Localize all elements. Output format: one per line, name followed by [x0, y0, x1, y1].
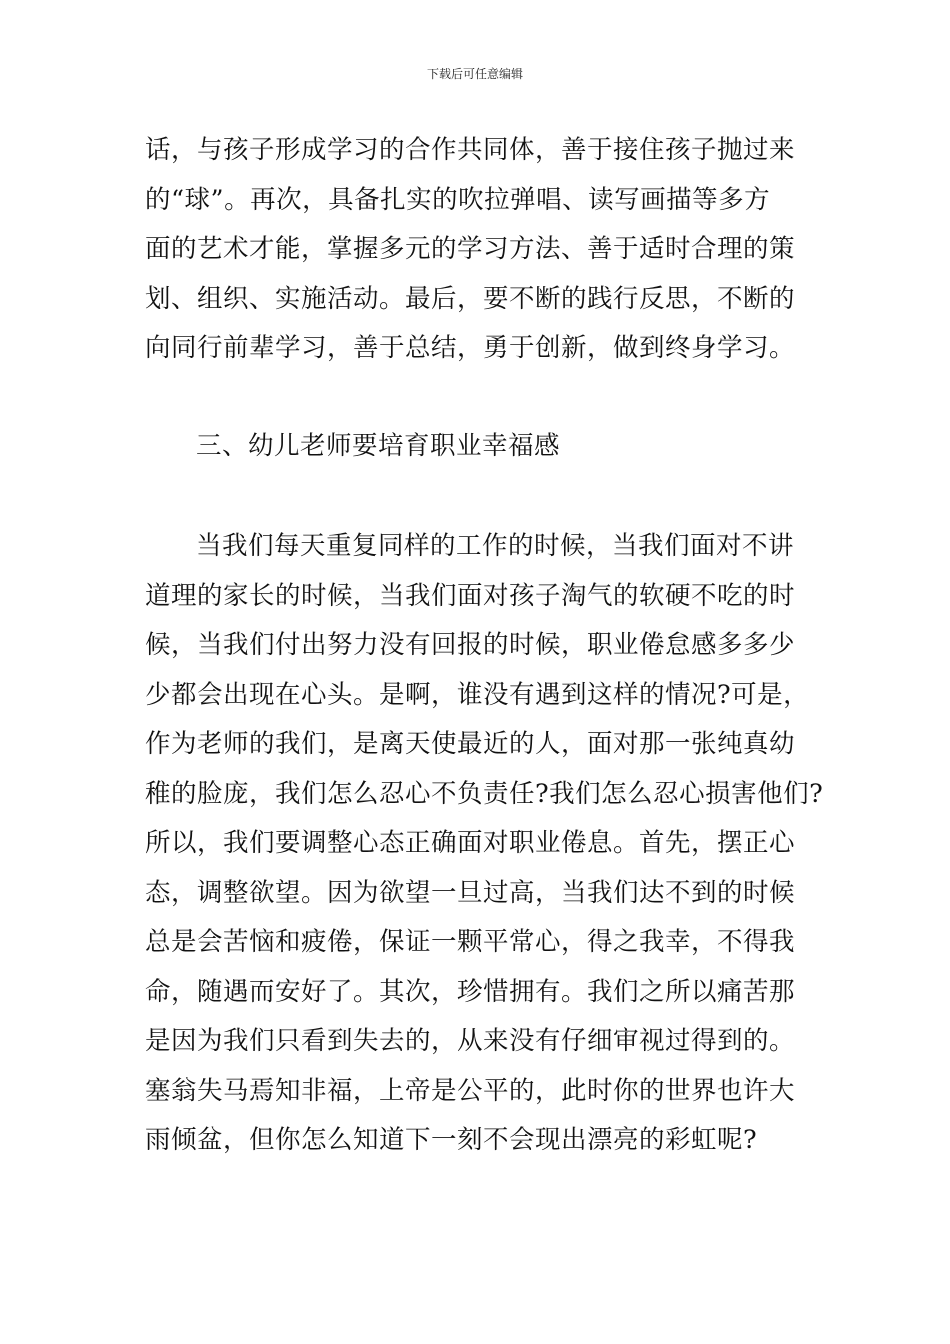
paragraph-main: [145, 522, 824, 1166]
text-line: 雨倾盆，但你怎么知道下一刻不会现出漂亮的彩虹呢?: [145, 1125, 758, 1155]
text-line: 作为老师的我们，是离天使最近的人，面对那一张纯真幼: [145, 729, 796, 759]
text-line: 的“球”。再次，具备扎实的吹拉弹唱、读写画描等多方: [145, 184, 771, 215]
text-line: 所以，我们要调整心态正确面对职业倦息。首先，摆正心: [145, 828, 796, 858]
text-line: 命，随遇而安好了。其次，珍惜拥有。我们之所以痛苦那: [145, 976, 796, 1007]
text-line: 话，与孩子形成学习的合作共同体，善于接住孩子抛过来: [145, 135, 796, 165]
text-line: 是因为我们只看到失去的，从来没有仔细审视过得到的。: [145, 1026, 796, 1056]
text-line: 总是会苦恼和疲倦，保证一颗平常心，得之我幸，不得我: [145, 927, 796, 957]
text-line: 当我们每天重复同样的工作的时候，当我们面对不讲: [196, 531, 795, 561]
page-header-note: 下载后可任意编辑: [426, 67, 523, 81]
text-line: 道理的家长的时候，当我们面对孩子淘气的软硬不吃的时: [145, 580, 796, 611]
text-line: 稚的脸庞，我们怎么忍心不负责任?我们怎么忍心损害他们?: [145, 778, 824, 809]
text-line: 面的艺术才能，掌握多元的学习方法、善于适时合理的策: [145, 234, 796, 264]
text-line: 少都会出现在心头。是啊，谁没有遇到这样的情况?可是，: [145, 679, 810, 710]
section-heading: 三、幼儿老师要培育职业幸福感: [196, 431, 561, 461]
text-line: 划、组织、实施活动。最后，要不断的践行反思，不断的: [145, 283, 796, 314]
text-line: 态，调整欲望。因为欲望一旦过高，当我们达不到的时候: [145, 877, 796, 908]
text-line: 候，当我们付出努力没有回报的时候，职业倦怠感多多少: [145, 630, 796, 660]
paragraph-continued: [145, 126, 810, 374]
text-line: 塞翁失马焉知非福，上帝是公平的，此时你的世界也许大: [145, 1075, 796, 1106]
text-line: 向同行前辈学习，善于总结，勇于创新，做到终身学习。: [145, 333, 796, 363]
